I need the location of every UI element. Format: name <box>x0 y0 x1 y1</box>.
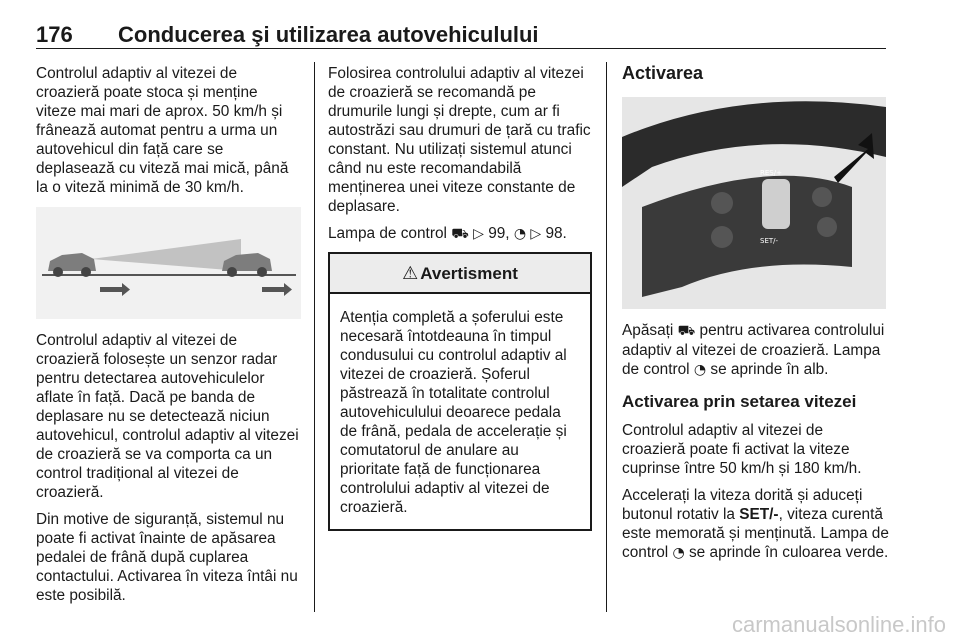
watermark: carmanualsonline.info <box>731 612 946 637</box>
paragraph: Controlul adaptiv al vitezei de croazieră poate stoca și menține viteze mai mari de aprox. 50 km/h și frânează automat pentru a urma un autovehicul din față care se deplasează cu viteză mai mică, până la o viteză minimă de 30 km/h. <box>36 65 289 196</box>
paragraph: Controlul adaptiv al vitezei de croazieră poate fi activat la viteze cuprinse între 50 km/h și 180 km/h. <box>622 422 862 477</box>
column-divider-1 <box>314 62 315 612</box>
vehicle-ahead-icon: ⛟ <box>451 226 469 242</box>
radar-illustration <box>36 207 301 319</box>
res-label: RES/+ <box>760 169 782 177</box>
cruise-control-icon: ◔ <box>693 362 707 378</box>
section-heading: Activarea prin setarea vitezei <box>622 392 857 411</box>
cruise-control-icon: ◔ <box>672 545 685 561</box>
paragraph: Folosirea controlului adaptiv al vitezei de croazieră se recomandă pe drumurile lungi și drepte, cum ar fi autostrăzi sau drumuri de țară cu trafic constant. Nu utilizați sistemul atunci când nu este recomandabilă menținerea unei viteze constante de deplasare. <box>328 65 591 215</box>
paragraph: Din motive de siguranță, sistemul nu poate fi activat înainte de apăsarea pedalei de frână după cuplarea contactului. Activarea în viteza întâi nu este posibilă. <box>36 511 298 604</box>
column-divider-2 <box>606 62 607 612</box>
column-2 <box>328 64 594 531</box>
paragraph: Apăsați ⛟ pentru activarea controlului adaptiv al vitezei de croazieră. Lampa de control ◔ se aprinde în alb. <box>622 322 885 378</box>
radar-cars-diagram <box>36 207 301 319</box>
page-ref-icon: ▷ <box>530 226 542 242</box>
distance-button <box>817 217 837 237</box>
page-header <box>36 22 886 50</box>
acc-button <box>812 187 832 207</box>
adaptive-cruise-icon: ⛟ <box>677 323 696 339</box>
warning-box <box>328 252 592 531</box>
column-3 <box>622 64 890 571</box>
cruise-control-icon: ◔ <box>513 226 527 242</box>
header-rule <box>36 48 886 49</box>
set-label: SET/- <box>760 237 779 245</box>
paragraph: Controlul adaptiv al vitezei de croazieră folosește un senzor radar pentru detectarea autovehiculelor aflate în față. Dacă pe banda de deplasare nu se detectează niciun autovehicul, controlul adaptiv al vitezei de croazieră se va comporta ca un control tradițional al vitezei de croazieră. <box>36 332 299 501</box>
steering-wheel-photo <box>622 97 886 309</box>
warning-triangle-icon: ⚠ <box>402 262 419 284</box>
cancel-button <box>711 226 733 248</box>
steering-wheel-controls <box>622 97 886 309</box>
rotary-knob <box>762 179 790 229</box>
section-heading: Activarea <box>622 63 704 83</box>
page-ref-icon: ▷ <box>473 226 484 242</box>
column-1 <box>36 64 301 613</box>
chapter-title: Conducerea şi utilizarea autovehiculului <box>118 22 539 47</box>
control-lamp-reference: Lampa de control ⛟ ▷ 99, ◔ ▷ 98. <box>328 225 567 242</box>
set-button-label: SET/- <box>739 506 779 523</box>
warning-header: ⚠ Avertisment <box>330 254 590 294</box>
page-number: 176 <box>36 22 73 47</box>
paragraph: Accelerați la viteza dorită și aduceți butonul rotativ la SET/-, viteza curentă este memorată și menținută. Lampa de control ◔ se aprinde în culoarea verde. <box>622 487 889 561</box>
cruise-button <box>711 192 733 214</box>
warning-text: Atenția completă a șoferului este necesară întotdeauna în timpul condusului cu controlul adaptiv al vitezei de croazieră. Șoferul păstrează în totalitate controlul autovehiculului deoarece pedala de frână, pedala de accelerație și comutatorul de anulare au prioritate față de funcționarea controlului adaptiv al vitezei de croazieră. <box>340 309 567 516</box>
